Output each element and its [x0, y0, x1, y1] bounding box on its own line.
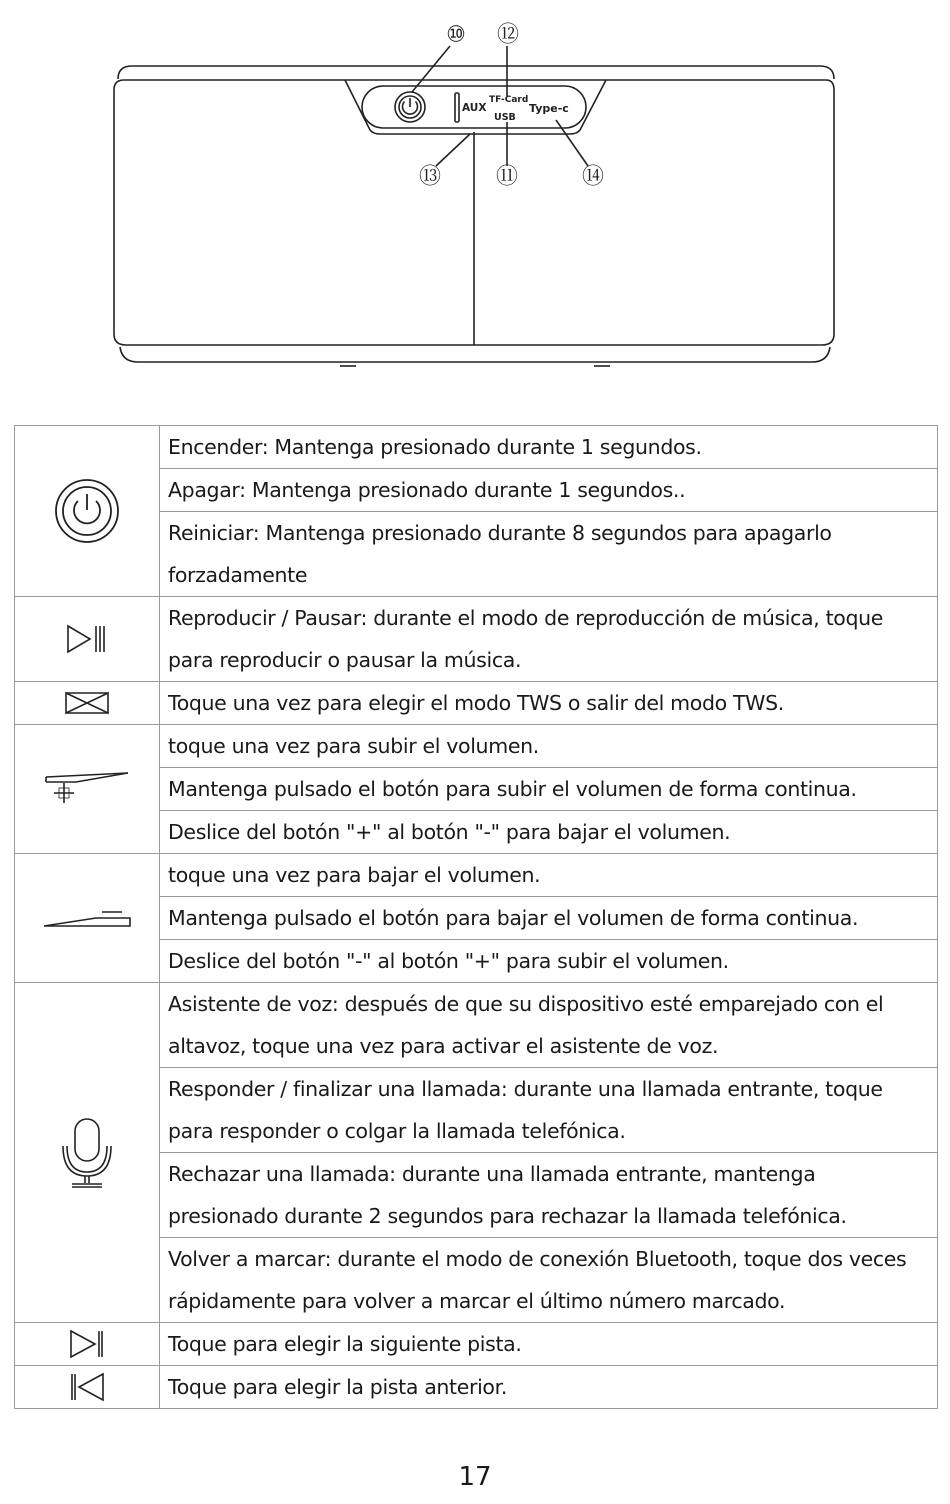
table-cell: Mantenga pulsado el botón para bajar el volumen de forma continua. — [160, 897, 938, 940]
table-cell: toque una vez para subir el volumen. — [160, 725, 938, 768]
speaker-top-rim — [118, 66, 834, 79]
volume-down-icon-cell — [15, 854, 160, 983]
tws-icon — [63, 689, 111, 717]
microphone-icon-cell — [15, 983, 160, 1323]
table-cell: toque una vez para bajar el volumen. — [160, 854, 938, 897]
table-row — [15, 1323, 938, 1366]
port-label-usb: USB — [494, 112, 516, 123]
next-track-icon-cell — [15, 1323, 160, 1366]
table-row — [15, 682, 938, 725]
play-pause-icon-cell — [15, 597, 160, 682]
table-row — [15, 426, 938, 469]
callout-14: ⑭ — [581, 164, 605, 190]
table-cell: Deslice del botón "-" al botón "+" para subir el volumen. — [160, 940, 938, 983]
next-track-icon — [67, 1328, 107, 1360]
previous-track-icon-cell — [15, 1366, 160, 1409]
callout-10: ⑩ — [446, 22, 466, 48]
table-cell: Reproducir / Pausar: durante el modo de reproducción de música, toque para reproducir o pausar la música. — [160, 597, 938, 682]
table-cell: Apagar: Mantenga presionado durante 1 segundos.. — [160, 469, 938, 512]
table-cell: Asistente de voz: después de que su dispositivo esté emparejado con el altavoz, toque una vez para activar el asistente de voz. — [160, 983, 938, 1068]
port-label-aux: AUX — [462, 102, 487, 114]
power-icon-cell — [15, 426, 160, 597]
page-number: 17 — [458, 1462, 492, 1492]
volume-up-icon — [42, 769, 132, 809]
volume-up-icon-cell — [15, 725, 160, 854]
table-row — [15, 597, 938, 682]
play-pause-icon — [65, 622, 109, 656]
table-row — [15, 983, 938, 1068]
table-cell: Volver a marcar: durante el modo de conexión Bluetooth, toque dos veces rápidamente para volver a marcar el último número marcado. — [160, 1238, 938, 1323]
power-icon — [52, 476, 122, 546]
table-cell: Reiniciar: Mantenga presionado durante 8 segundos para apagarlo forzadamente — [160, 512, 938, 597]
table-cell: Toque una vez para elegir el modo TWS o salir del modo TWS. — [160, 682, 938, 725]
table-row — [15, 725, 938, 768]
tws-icon-cell — [15, 682, 160, 725]
table-cell: Toque para elegir la pista anterior. — [160, 1366, 938, 1409]
table-cell: Mantenga pulsado el botón para subir el volumen de forma continua. — [160, 768, 938, 811]
table-cell: Encender: Mantenga presionado durante 1 segundos. — [160, 426, 938, 469]
controls-table — [14, 425, 938, 1409]
callout-11: ⑪ — [495, 164, 519, 190]
microphone-icon — [60, 1116, 114, 1190]
speaker-bottom-rim — [120, 347, 830, 362]
table-row — [15, 854, 938, 897]
volume-down-icon — [40, 904, 134, 932]
port-label-tf-card: TF-Card — [489, 95, 529, 105]
previous-track-icon — [67, 1371, 107, 1403]
table-cell: Deslice del botón "+" al botón "-" para bajar el volumen. — [160, 811, 938, 854]
table-cell: Responder / finalizar una llamada: durante una llamada entrante, toque para responder o colgar la llamada telefónica. — [160, 1068, 938, 1153]
speaker-top-diagram — [0, 0, 950, 400]
callout-13: ⑬ — [418, 164, 442, 190]
callout-12: ⑫ — [496, 22, 520, 48]
table-cell: Toque para elegir la siguiente pista. — [160, 1323, 938, 1366]
table-cell: Rechazar una llamada: durante una llamada entrante, mantenga presionado durante 2 segundos para rechazar la llamada telefónica. — [160, 1153, 938, 1238]
port-label-type-c: Type-c — [529, 102, 569, 115]
aux-slot — [455, 93, 459, 122]
table-row — [15, 1366, 938, 1409]
